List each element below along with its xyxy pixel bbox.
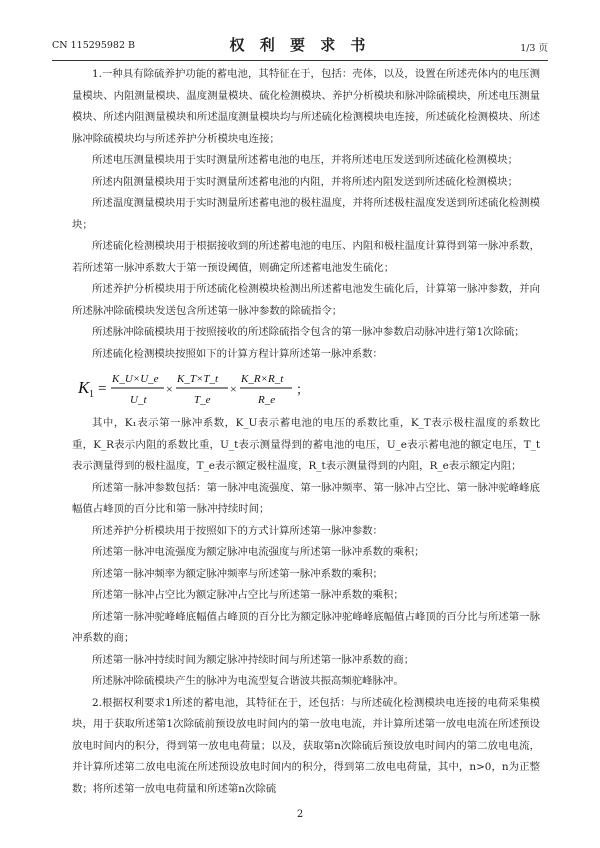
times-sign: × <box>230 382 237 396</box>
paragraph: 所述第一脉冲电流强度为额定脉冲电流强度与所述第一脉冲系数的乘积； <box>92 546 425 558</box>
fraction3-numerator: K_R×R_t <box>241 373 284 385</box>
paragraph: 所述第一脉冲驼峰峰底幅值占峰顶的百分比为额定脉冲驼峰峰底幅值占峰顶的百分比与所述第一脉冲系数的商； <box>72 610 540 644</box>
document-number: CN 115295982 B <box>52 40 135 51</box>
formula-lhs-sub: 1 <box>89 389 94 400</box>
times-sign: × <box>166 382 173 396</box>
paragraph: 所述养护分析模块用于按照如下的方式计算所述第一脉冲参数： <box>92 524 383 537</box>
paragraph: 所述温度测量模块用于实时测量所述蓄电池的极柱温度，并将所述极柱温度发送到所述硫化检测模块； <box>72 197 540 231</box>
pulse-coefficient-formula <box>72 365 540 413</box>
equals-sign: = <box>98 381 107 397</box>
paragraph: 所述硫化检测模块按照如下的计算方程计算所述第一脉冲系数： <box>92 347 383 360</box>
paragraph: 1.一种具有除硫养护功能的蓄电池，其特征在于，包括：壳体，以及，设置在所述壳体内的电压测量模块、内阻测量模块、温度测量模块、硫化检测模块、养护分析模块和脉冲除硫模块，所述电压测量模块、所述内阻测量模块和所述温度测量模块均与所述硫化检测模块电连接，所述硫化检测模块、所述脉冲除硫模块均与所述养护分析模块电连接； <box>72 68 540 145</box>
paragraph: 所述硫化检测模块用于根据接收到的所述蓄电池的电压、内阻和极柱温度计算得到第一脉冲系数，若所述第一脉冲系数大于第一预设阈值，则确定所述蓄电池发生硫化； <box>72 240 540 274</box>
paragraph: 所述第一脉冲频率为额定脉冲频率与所述第一脉冲系数的乘积； <box>92 567 383 580</box>
paragraph: 所述第一脉冲占空比为额定脉冲占空比与所述第一脉冲系数的乘积； <box>92 589 404 601</box>
formula-lhs: K <box>78 378 90 397</box>
document-title: 权 利 要 求 书 <box>229 36 371 54</box>
paragraph: 所述脉冲除硫模块产生的脉冲为电流型复合谐波共振高频驼峰脉冲。 <box>92 675 404 687</box>
page-indicator: 1/3 页 <box>520 43 548 54</box>
fraction3-denominator: R_e <box>258 394 276 406</box>
paragraph: 所述第一脉冲持续时间为额定脉冲持续时间与所述第一脉冲系数的商； <box>92 653 415 666</box>
fraction2-numerator: K_T×T_t <box>177 373 219 385</box>
page-number: 2 <box>296 809 304 820</box>
fraction1-numerator: K_U×U_e <box>112 373 159 385</box>
paragraph: 2.根据权利要求1所述的蓄电池，其特征在于，还包括：与所述硫化检测模块电连接的电荷采集模块，用于获取所述第1次除硫前预设放电时间内的第一放电电流，并计算所述第一放电电流在所述预设放电时间内的积分，得到第一放电电荷量；以及，获取第n次除硫后预设放电时间内的第二放电电流，并计算所述第二放电电流在所述预设放电时间内的积分，得到第二放电电荷量，其中，n>0，n为正整数；将所述第一放电电荷量和所述第n次除硫 <box>72 696 540 795</box>
fraction1-denominator: U_t <box>130 394 147 406</box>
fraction2-denominator: T_e <box>194 394 211 406</box>
paragraph: 所述电压测量模块用于实时测量所述蓄电池的电压，并将所述电压发送到所述硫化检测模块； <box>92 154 519 166</box>
paragraph: 所述第一脉冲参数包括：第一脉冲电流强度、第一脉冲频率、第一脉冲占空比、第一脉冲驼峰峰底幅值占峰顶的百分比和第一脉冲持续时间； <box>72 481 540 515</box>
formula-semicolon: ； <box>296 382 310 397</box>
claims-body <box>72 64 540 800</box>
paragraph: 所述养护分析模块用于所述硫化检测模块检测出所述蓄电池发生硫化后，计算第一脉冲参数，并向所述脉冲除硫模块发送包含所述第一脉冲参数的除硫指令； <box>72 283 540 317</box>
paragraph: 其中，K₁表示第一脉冲系数，K_U表示蓄电池的电压的系数比重，K_T表示极柱温度的系数比重，K_R表示内阻的系数比重，U_t表示测量得到的蓄电池的电压，U_e表示蓄电池的额定电压，T_t表示测量得到的极柱温度，T_e表示额定极柱温度，R_t表示测量得到的内阻，R_e表示额定内阻； <box>72 417 540 472</box>
formula-graphic <box>76 365 316 413</box>
page-header <box>52 30 548 61</box>
paragraph: 所述内阻测量模块用于实时测量所述蓄电池的内阻，并将所述内阻发送到所述硫化检测模块； <box>92 175 519 188</box>
paragraph: 所述脉冲除硫模块用于按照接收的所述除硫指令包含的第一脉冲参数启动脉冲进行第1次除硫； <box>92 326 525 338</box>
